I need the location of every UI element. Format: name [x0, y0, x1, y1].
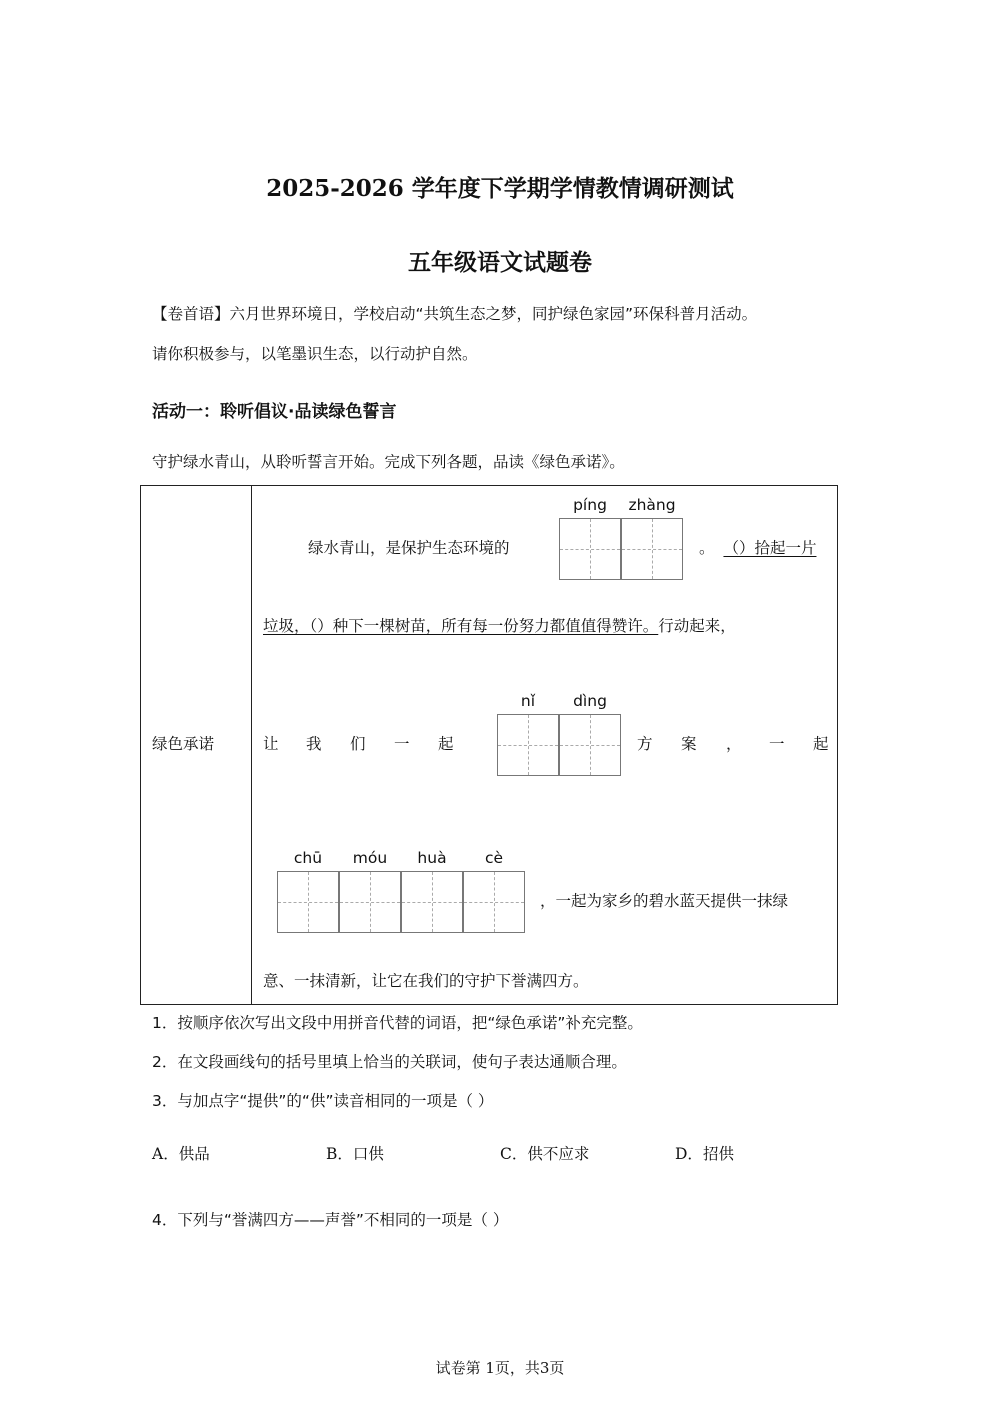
- answer-grid-box[interactable]: [497, 714, 559, 776]
- row3-after-char: 一: [769, 735, 785, 753]
- table-divider: [251, 485, 252, 1005]
- row3-char: 一: [394, 735, 410, 753]
- row3-char: 让: [263, 735, 279, 753]
- answer-grid-box[interactable]: [401, 871, 463, 933]
- page-title: 2025-2026 学年度下学期学情教情调研测试: [266, 175, 734, 202]
- pinyin-zhang: zhàng: [628, 496, 676, 514]
- question-4: 4．下列与“誉满四方——声誉”不相同的一项是（ ）: [152, 1211, 509, 1229]
- pinyin-mou: móu: [352, 849, 388, 867]
- preface-line-1: 【卷首语】六月世界环境日，学校启动“共筑生态之梦，同护绿色家园”环保科普月活动。: [152, 305, 758, 323]
- option-c[interactable]: C．供不应求: [500, 1145, 590, 1163]
- table-label: 绿色承诺: [152, 735, 215, 753]
- answer-grid-box[interactable]: [621, 518, 683, 580]
- answer-grid-box[interactable]: [277, 871, 339, 933]
- row1-prefix: 绿水青山，是保护生态环境的: [308, 539, 510, 557]
- page-footer: 试卷第 1页，共3页: [435, 1359, 565, 1377]
- row2-text: [263, 614, 736, 636]
- row4-text: ，一起为家乡的碧水蓝天提供一抹绿: [540, 892, 789, 910]
- answer-grid-box[interactable]: [559, 714, 621, 776]
- pinyin-ping: píng: [573, 496, 607, 514]
- row2-plain: 行动起来，: [658, 617, 736, 635]
- row1-suffix: [699, 536, 816, 558]
- row3-after-char: 案: [681, 735, 697, 753]
- page-subtitle: 五年级语文试题卷: [408, 249, 592, 276]
- row2-underlined: 垃圾，（）种下一棵树苗，所有每一份努力都值值得赞许。: [263, 617, 659, 635]
- row3-after-char: ，: [726, 735, 742, 753]
- pinyin-hua: huà: [417, 849, 447, 867]
- row3-char: 我: [306, 735, 322, 753]
- answer-grid-box[interactable]: [339, 871, 401, 933]
- question-2: 2．在文段画线句的括号里填上恰当的关联词，使句子表达通顺合理。: [152, 1053, 627, 1071]
- pinyin-chu: chū: [293, 849, 323, 867]
- answer-grid-box[interactable]: [463, 871, 525, 933]
- answer-grid-box[interactable]: [559, 518, 621, 580]
- row3-char: 们: [350, 735, 366, 753]
- row3-after-char: 方: [637, 735, 653, 753]
- pinyin-ding: dìng: [573, 692, 607, 710]
- pinyin-ce: cè: [484, 849, 504, 867]
- question-3: 3．与加点字“提供”的“供”读音相同的一项是（ ）: [152, 1092, 494, 1110]
- pinyin-ni: nǐ: [520, 692, 536, 710]
- activity-heading: 活动一：聆听倡议·品读绿色誓言: [152, 402, 397, 422]
- row3-after-char: 起: [813, 735, 829, 753]
- option-d[interactable]: D．招供: [675, 1145, 734, 1163]
- row3-char: 起: [438, 735, 454, 753]
- activity-intro: 守护绿水青山，从聆听誓言开始。完成下列各题，品读《绿色承诺》。: [152, 453, 625, 471]
- option-b[interactable]: B．口供: [326, 1145, 384, 1163]
- question-1: 1．按顺序依次写出文段中用拼音代替的词语，把“绿色承诺”补充完整。: [152, 1014, 643, 1032]
- preface-line-2: 请你积极参与，以笔墨识生态，以行动护自然。: [152, 345, 478, 363]
- row1-underlined: （）拾起一片: [723, 539, 817, 557]
- option-a[interactable]: A．供品: [152, 1145, 210, 1163]
- row1-period: 。: [699, 539, 715, 557]
- row5-text: 意、一抹清新，让它在我们的守护下誉满四方。: [263, 972, 589, 990]
